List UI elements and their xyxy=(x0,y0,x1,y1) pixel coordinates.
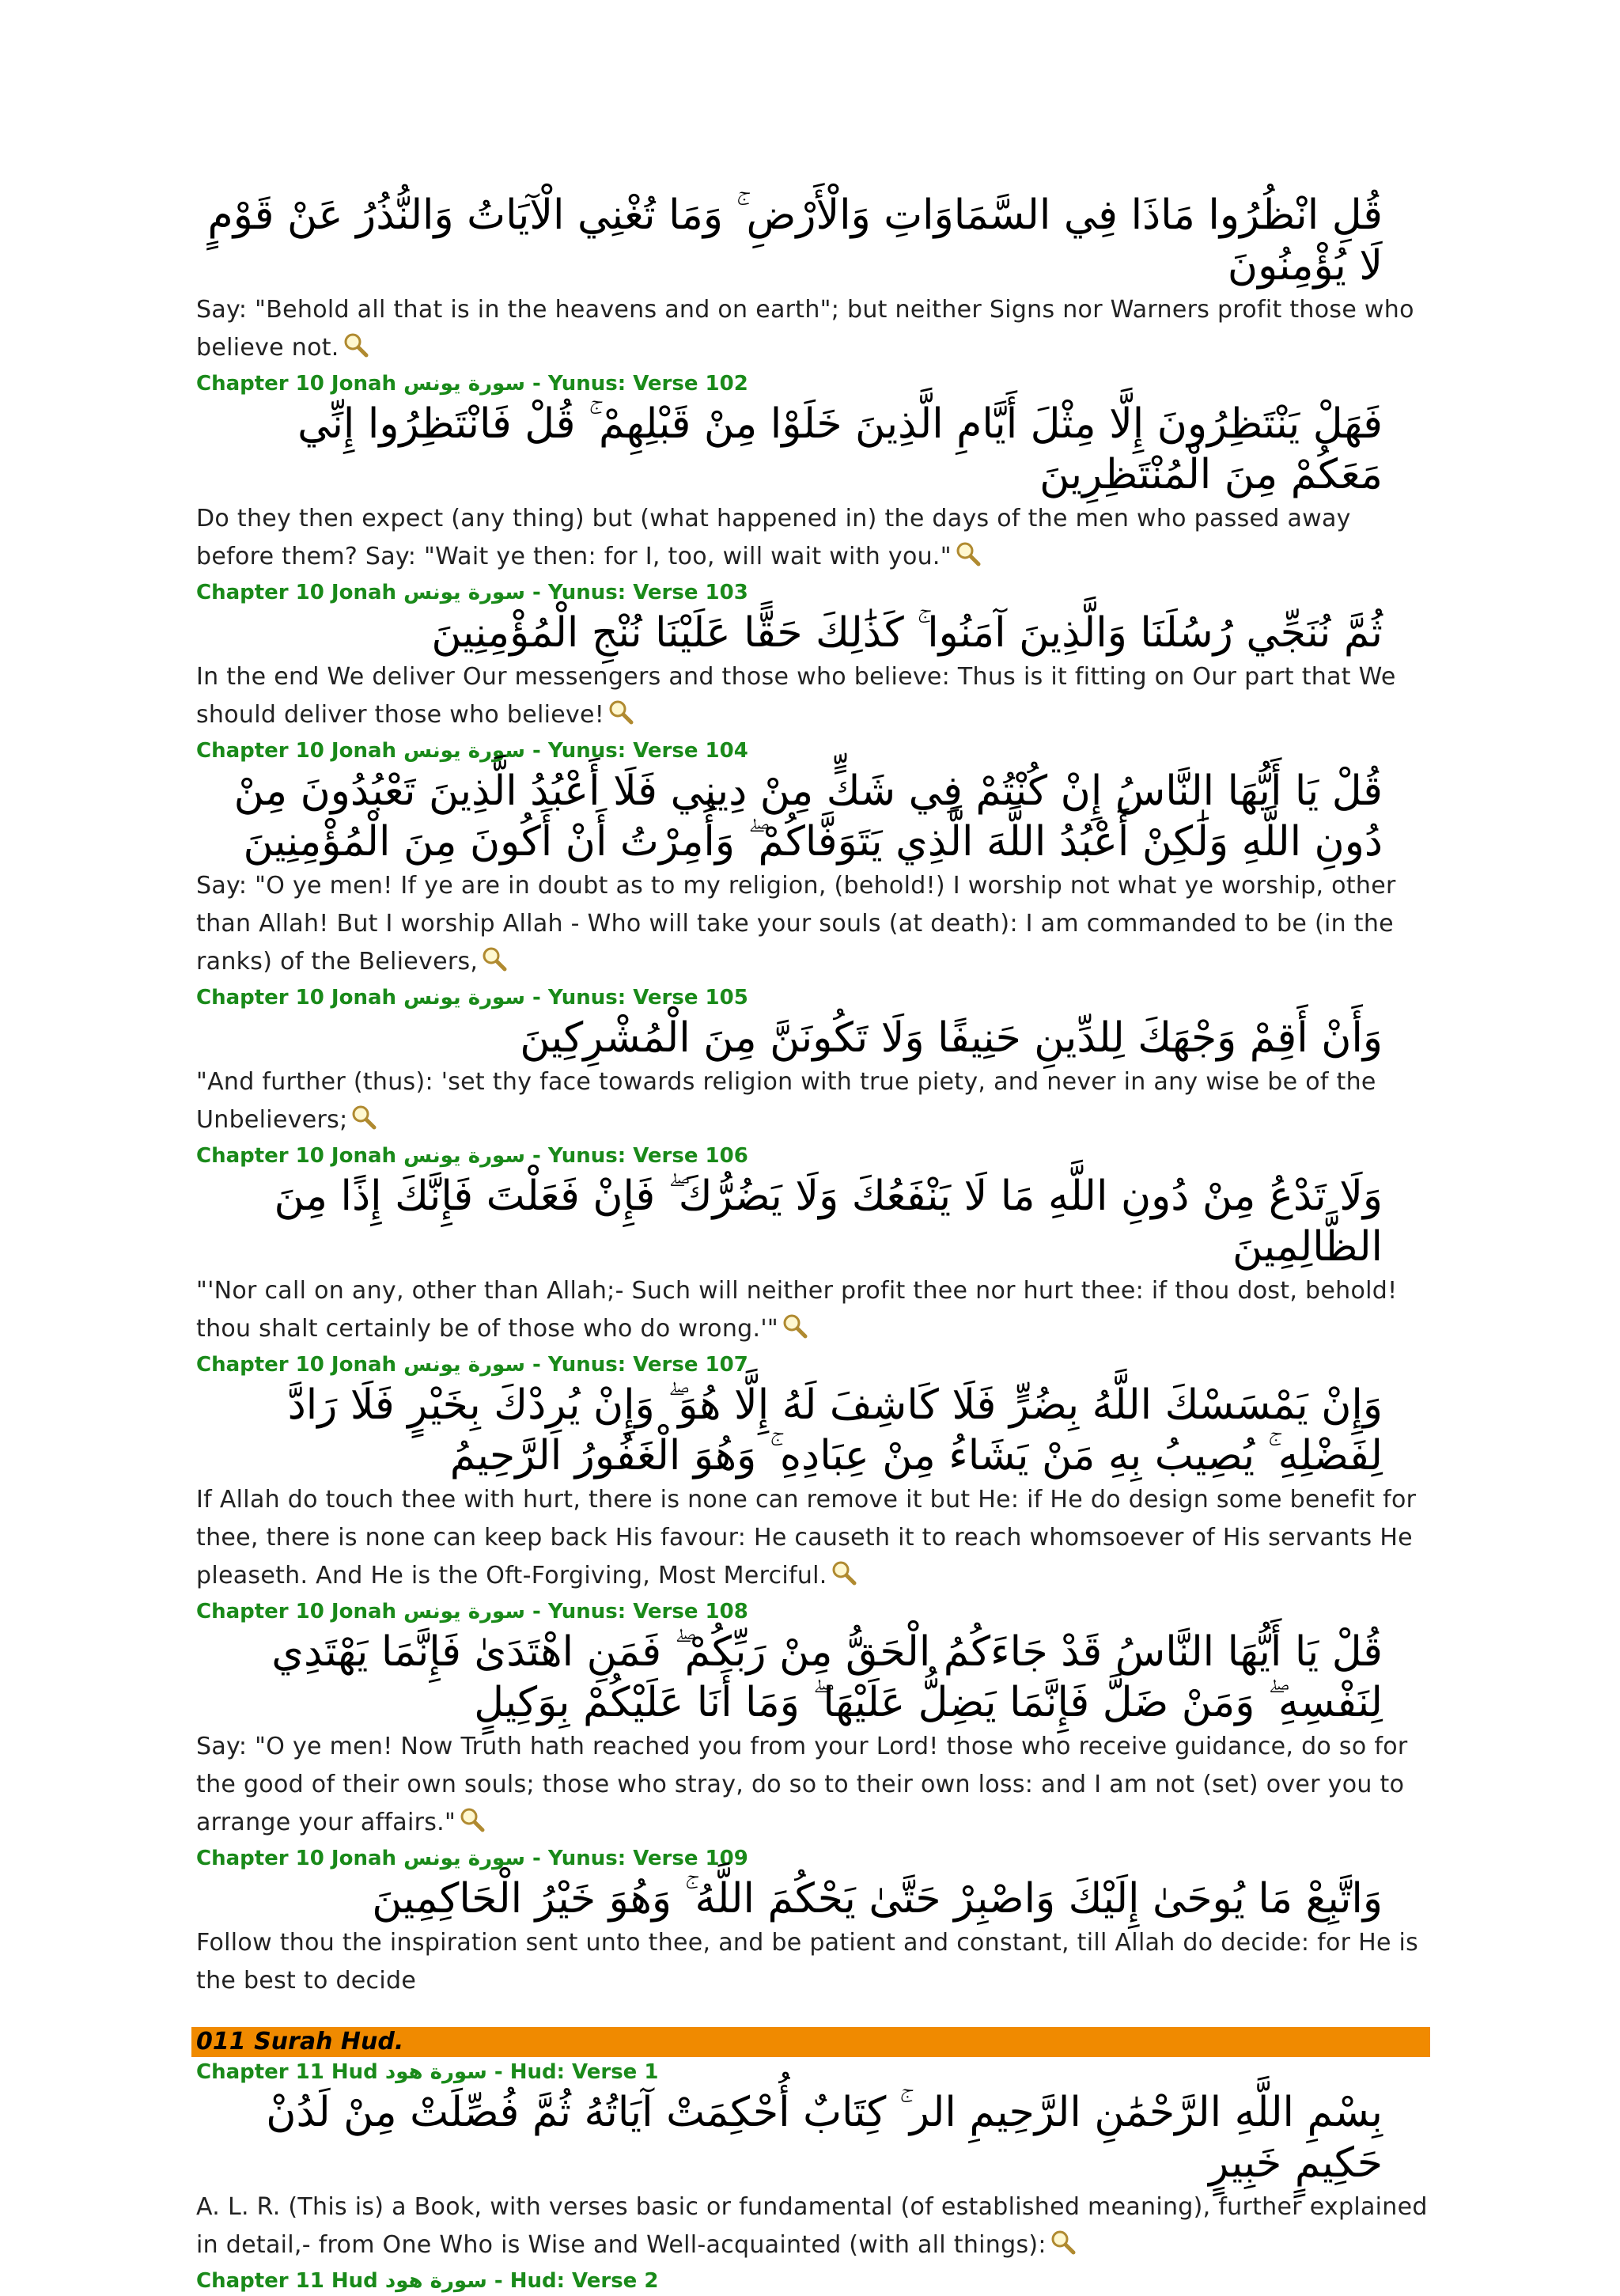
magnifier-icon[interactable] xyxy=(782,1313,808,1339)
verse-heading: Chapter 10 Jonah سورة يونس - Yunus: Verse 106 xyxy=(196,1144,748,1168)
magnifier-icon[interactable] xyxy=(1050,2229,1077,2256)
verse-heading: Chapter 10 Jonah سورة يونس - Yunus: Verse 105 xyxy=(196,986,748,1010)
arabic-verse: وَاتَّبِعْ مَا يُوحَىٰ إِلَيْكَ وَاصْبِرْ حَتَّىٰ يَحْكُمَ اللَّهُ ۚ وَهُوَ خَيْرُ الْحَاكِمِينَ xyxy=(372,1875,1383,1923)
magnifier-icon[interactable] xyxy=(459,1806,486,1833)
translation-text: In the end We deliver Our messengers and those who believe: Thus is it fitting on Our part that We should deliver those who believe! xyxy=(196,663,1396,729)
arabic-verse: بِسْمِ اللَّهِ الرَّحْمَٰنِ الرَّحِيمِ الر ۚ كِتَابٌ أُحْكِمَتْ آيَاتُهُ ثُمَّ فُصِّلَتْ مِنْ لَدُنْ حَكِيمٍ خَبِيرٍ xyxy=(266,2089,1383,2187)
translation-text: Follow thou the inspiration sent unto thee, and be patient and constant, till Allah do decide: for He is the best to decide xyxy=(196,1929,1419,1995)
magnifier-icon[interactable] xyxy=(831,1559,857,1586)
arabic-verse: قُلْ يَا أَيُّهَا النَّاسُ إِنْ كُنْتُمْ فِي شَكٍّ مِنْ دِينِي فَلَا أَعْبُدُ الَّذِينَ تَعْبُدُونَ مِنْ دُونِ اللَّهِ وَلَٰكِنْ أَعْبُدُ اللَّهَ الَّذِي يَتَوَفَّاكُمْ ۖ وَأُمِرْتُ أَنْ أَكُونَ مِنَ الْمُؤْمِنِينَ xyxy=(233,767,1383,866)
translation-text: Do they then expect (any thing) but (what happened in) the days of the men who passed away before them? Say: "Wait ye then: for I, too, will wait with you." xyxy=(196,505,1351,570)
translation-text: Say: "O ye men! If ye are in doubt as to my religion, (behold!) I worship not what ye worship, other than Allah! But I worship Allah - Who will take your souls (at death): I am commanded to be (in the ranks) of the Believers, xyxy=(196,872,1396,976)
verse-heading: Chapter 10 Jonah سورة يونس - Yunus: Verse 103 xyxy=(196,581,748,604)
translation-text: "'Nor call on any, other than Allah;- Such will neither profit thee nor hurt thee: if thou dost, behold! thou shalt certainly be of those who do wrong.'" xyxy=(196,1277,1398,1343)
verse-heading: Chapter 10 Jonah سورة يونس - Yunus: Verse 108 xyxy=(196,1600,748,1623)
translation-text: Say: "O ye men! Now Truth hath reached you from your Lord! those who receive guidance, do so for the good of their own souls; those who stray, do so to their own loss: and I am not (set) over you to arrange your affairs." xyxy=(196,1733,1408,1836)
verse-heading: Chapter 10 Jonah سورة يونس - Yunus: Verse 107 xyxy=(196,1353,748,1377)
arabic-verse: وَأَنْ أَقِمْ وَجْهَكَ لِلدِّينِ حَنِيفًا وَلَا تَكُونَنَّ مِنَ الْمُشْرِكِينَ xyxy=(520,1014,1383,1062)
magnifier-icon[interactable] xyxy=(343,332,369,358)
magnifier-icon[interactable] xyxy=(350,1104,377,1131)
arabic-verse: وَلَا تَدْعُ مِنْ دُونِ اللَّهِ مَا لَا يَنْفَعُكَ وَلَا يَضُرُّكَ ۖ فَإِنْ فَعَلْتَ فَإِنَّكَ إِذًا مِنَ الظَّالِمِينَ xyxy=(274,1173,1383,1271)
translation-text: A. L. R. (This is) a Book, with verses basic or fundamental (of established meaning), further explained in detail,- from One Who is Wise and Well-acquainted (with all things): xyxy=(196,2193,1428,2259)
verse-heading: Chapter 11 Hud سورة هود - Hud: Verse 2 xyxy=(196,2269,659,2293)
document-page xyxy=(196,190,1430,2296)
magnifier-icon[interactable] xyxy=(608,699,634,726)
arabic-verse: وَإِنْ يَمْسَسْكَ اللَّهُ بِضُرٍّ فَلَا كَاشِفَ لَهُ إِلَّا هُوَ ۖ وَإِنْ يُرِدْكَ بِخَيْرٍ فَلَا رَادَّ لِفَضْلِهِ ۚ يُصِيبُ بِهِ مَنْ يَشَاءُ مِنْ عِبَادِهِ ۚ وَهُوَ الْغَفُورُ الرَّحِيمُ xyxy=(287,1381,1383,1480)
magnifier-icon[interactable] xyxy=(481,945,508,972)
arabic-verse: قُلْ يَا أَيُّهَا النَّاسُ قَدْ جَاءَكُمُ الْحَقُّ مِنْ رَبِّكُمْ ۖ فَمَنِ اهْتَدَىٰ فَإِنَّمَا يَهْتَدِي لِنَفْسِهِ ۖ وَمَنْ ضَلَّ فَإِنَّمَا يَضِلُّ عَلَيْهَا ۖ وَمَا أَنَا عَلَيْكُمْ بِوَكِيلٍ xyxy=(271,1628,1383,1726)
arabic-verse: قُلِ انْظُرُوا مَاذَا فِي السَّمَاوَاتِ وَالْأَرْضِ ۚ وَمَا تُغْنِي الْآيَاتُ وَالنُّذُرُ عَنْ قَوْمٍ لَا يُؤْمِنُونَ xyxy=(207,191,1383,290)
translation-text: Say: "Behold all that is in the heavens and on earth"; but neither Signs nor Warners profit those who believe not. xyxy=(196,296,1414,362)
verse-heading: Chapter 10 Jonah سورة يونس - Yunus: Verse 102 xyxy=(196,372,748,396)
translation-text: "And further (thus): 'set thy face towards religion with true piety, and never in any wise be of the Unbelievers; xyxy=(196,1068,1376,1134)
translation-text: If Allah do touch thee with hurt, there is none can remove it but He: if He do design some benefit for thee, there is none can keep back His favour: He causeth it to reach whomsoever of His servants He pleaseth. And He is the Oft-Forgiving, Most Merciful. xyxy=(196,1486,1417,1589)
arabic-verse: فَهَلْ يَنْتَظِرُونَ إِلَّا مِثْلَ أَيَّامِ الَّذِينَ خَلَوْا مِنْ قَبْلِهِمْ ۚ قُلْ فَانْتَظِرُوا إِنِّي مَعَكُمْ مِنَ الْمُنْتَظِرِينَ xyxy=(297,400,1383,498)
magnifier-icon[interactable] xyxy=(955,540,982,567)
surah-title-bar: 011 Surah Hud. xyxy=(191,2027,1430,2057)
verse-heading: Chapter 11 Hud سورة هود - Hud: Verse 1 xyxy=(196,2060,659,2084)
verse-heading: Chapter 10 Jonah سورة يونس - Yunus: Verse 109 xyxy=(196,1847,748,1870)
arabic-verse: ثُمَّ نُنَجِّي رُسُلَنَا وَالَّذِينَ آمَنُوا ۚ كَذَٰلِكَ حَقًّا عَلَيْنَا نُنْجِ الْمُؤْمِنِينَ xyxy=(431,609,1383,657)
verse-heading: Chapter 10 Jonah سورة يونس - Yunus: Verse 104 xyxy=(196,739,748,763)
